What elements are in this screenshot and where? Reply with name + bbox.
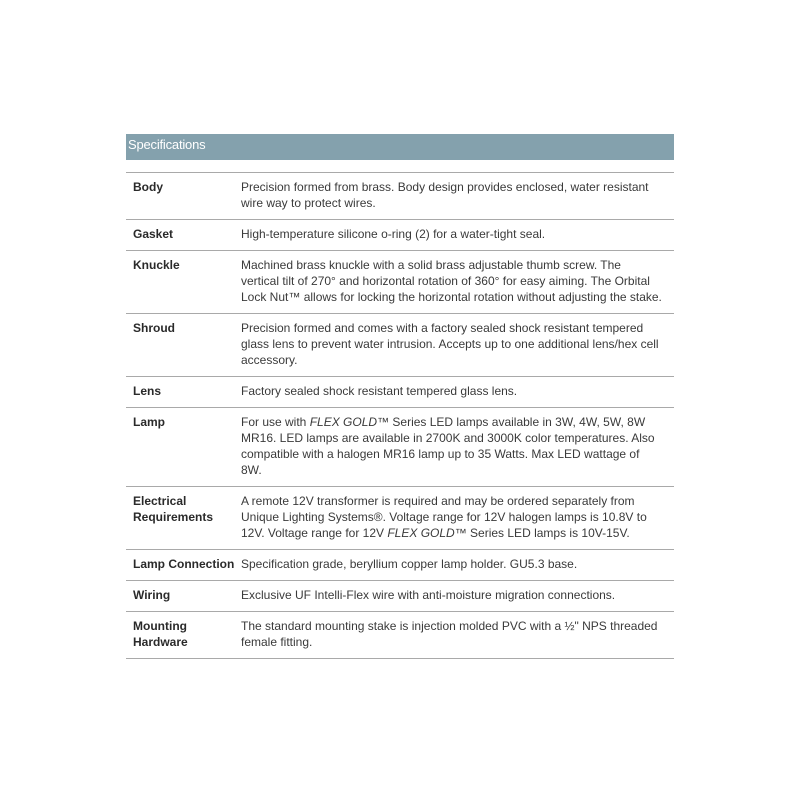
spec-label: Electrical Requirements xyxy=(126,487,241,550)
spec-row xyxy=(126,612,674,659)
spec-value xyxy=(241,408,674,487)
spec-label: Lens xyxy=(126,377,241,408)
spec-label: Lamp xyxy=(126,408,241,487)
specifications-header: Specifications xyxy=(126,134,674,160)
spec-value xyxy=(241,550,674,581)
spec-label: Shroud xyxy=(126,314,241,377)
specifications-table xyxy=(126,172,674,659)
spec-label: Wiring xyxy=(126,581,241,612)
spec-value xyxy=(241,251,674,314)
spec-value-text: High-temperature silicone o-ring (2) for a water-tight seal. xyxy=(241,227,546,241)
spec-value-text: Exclusive UF Intelli-Flex wire with anti-moisture migration connections. xyxy=(241,588,616,602)
spec-value xyxy=(241,173,674,220)
spec-row xyxy=(126,251,674,314)
spec-value xyxy=(241,314,674,377)
spec-value xyxy=(241,377,674,408)
spec-value xyxy=(241,487,674,550)
spec-value-text: Precision formed from brass. Body design provides enclosed, water resistant wire way to protect wires. xyxy=(241,180,649,210)
spec-row xyxy=(126,220,674,251)
spec-value-text: A remote 12V transformer is required and may be ordered separately from Unique Lighting Systems®. Voltage range for 12V halogen lamps is 10.8V to 12V. Voltage range for 12V xyxy=(241,494,647,540)
spec-label: Body xyxy=(126,173,241,220)
spec-label: Mounting Hardware xyxy=(126,612,241,659)
spec-label: Knuckle xyxy=(126,251,241,314)
spec-row xyxy=(126,377,674,408)
spec-row xyxy=(126,487,674,550)
spec-value-text: The standard mounting stake is injection molded PVC with a ½" NPS threaded female fitting. xyxy=(241,619,658,649)
product-name-text: FLEX GOLD xyxy=(309,415,378,429)
spec-value-text: Factory sealed shock resistant tempered glass lens. xyxy=(241,384,518,398)
spec-row xyxy=(126,550,674,581)
spec-row xyxy=(126,173,674,220)
spec-value xyxy=(241,612,674,659)
spec-value-text: Specification grade, beryllium copper lamp holder. GU5.3 base. xyxy=(241,557,578,571)
spec-label: Lamp Connection xyxy=(126,550,241,581)
spec-value-text: ™ Series LED lamps available in 3W, 4W, 5W, 8W MR16. LED lamps are available in 2700K and 3000K color temperatures. Also compatible with a halogen MR16 lamp up to 35 Watts. Max LED wattage of 8W. xyxy=(241,415,655,477)
spec-value xyxy=(241,220,674,251)
product-name-text: FLEX GOLD xyxy=(387,526,455,540)
spec-row xyxy=(126,314,674,377)
spec-row xyxy=(126,581,674,612)
specifications-panel xyxy=(126,134,674,659)
spec-value-text: Precision formed and comes with a factory sealed shock resistant tempered glass lens to prevent water intrusion. Accepts up to one additional lens/hex cell accessory. xyxy=(241,321,659,367)
spec-value-text: Machined brass knuckle with a solid brass adjustable thumb screw. The vertical tilt of 270° and horizontal rotation of 360° for easy aiming. The Orbital Lock Nut™ allows for locking the horizontal rotation without adjusting the stake. xyxy=(241,258,662,304)
spec-value-text: For use with xyxy=(241,415,310,429)
spec-label: Gasket xyxy=(126,220,241,251)
spec-value xyxy=(241,581,674,612)
spec-value-text: ™ Series LED lamps is 10V-15V. xyxy=(454,526,630,540)
spec-row xyxy=(126,408,674,487)
